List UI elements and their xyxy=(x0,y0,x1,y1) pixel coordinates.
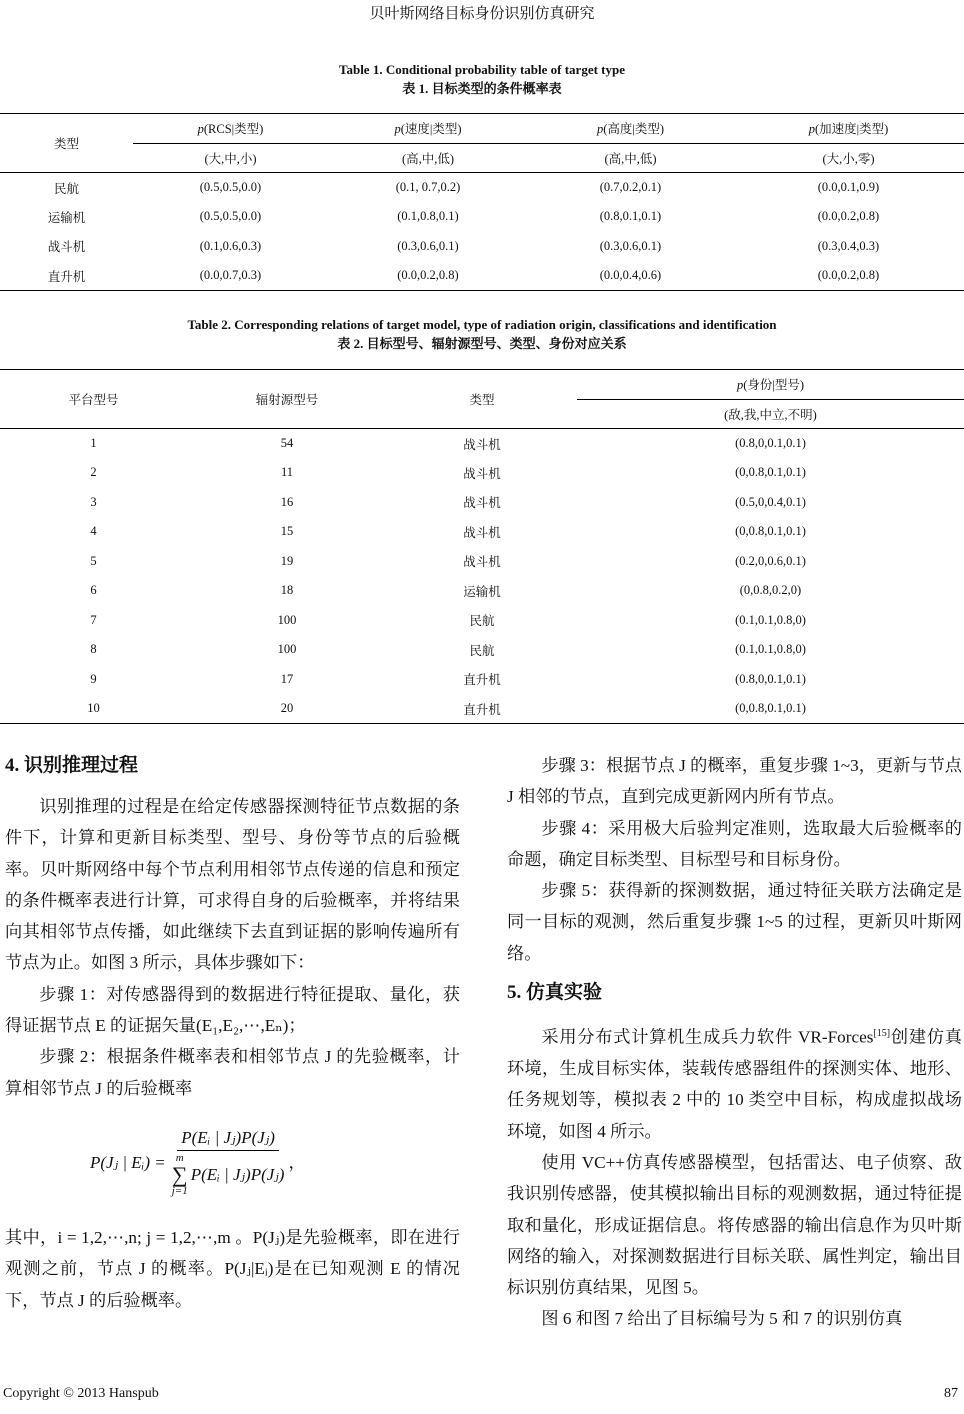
table-cell: 运输机 xyxy=(47,210,86,225)
table-cell: (0.0,0.4,0.6) xyxy=(599,268,662,282)
table-row xyxy=(0,488,964,518)
table-cell: 8 xyxy=(90,642,97,657)
table1-col-sub: (高,中,低) xyxy=(604,151,657,166)
table-cell: (0.5,0.5,0.0) xyxy=(199,180,262,194)
paragraph: 步骤 3：根据节点 J 的概率，重复步骤 1~3，更新与节点 J 相邻的节点，直到完成更新网内所有节点。 xyxy=(507,756,962,807)
formula-denominator: m ∑ j=1 P(Eᵢ | Jⱼ)P(Jⱼ) xyxy=(171,1151,285,1197)
table-cell: (0.7,0.2,0.1) xyxy=(599,180,662,194)
table-cell: (0.8,0.1,0.1) xyxy=(599,209,662,224)
table-cell: 民航 xyxy=(469,614,495,629)
sum-operator: m ∑ j=1 xyxy=(171,1151,188,1197)
table2-header: 平台型号 xyxy=(0,370,187,429)
table1-caption-zh: 表 1. 目标类型的条件概率表 xyxy=(402,81,562,96)
paragraph: 步骤 1：对传感器得到的数据进行特征提取、量化，获得证据节点 E 的证据矢量(E₁,E₂,⋯,Eₙ)； xyxy=(5,984,460,1036)
paragraph: 识别推理的过程是在给定传感器探测特征节点数据的条件下，计算和更新目标类型、型号、身份等节点的后验概率。贝叶斯网络中每个节点利用相邻节点传递的信息和预定的条件概率表进行计算，可求得自身的后验概率，并将结果向其相邻节点传播，如此继续下去直到证据的影响传遍所有节点为止。如图 3 所示，具体步骤如下： xyxy=(5,797,460,973)
table-cell: 民航 xyxy=(469,643,495,658)
paragraph: 其中，i = 1,2,⋯,n; j = 1,2,⋯,m 。P(Jⱼ)是先验概率，即在进行观测之前，节点 J 的概率。P(Jⱼ|Eᵢ)是在已知观测 E 的情况下，节点 J 的后验概率。 xyxy=(5,1227,460,1310)
paragraph: 图 6 和图 7 给出了目标编号为 5 和 7 的识别仿真 xyxy=(541,1309,903,1329)
table-cell: 20 xyxy=(280,701,294,715)
table1-col-header: p(高度|类型) xyxy=(528,114,733,144)
table-cell: (0.0,0.2,0.8) xyxy=(397,268,459,282)
table-cell: 11 xyxy=(280,465,294,480)
table-cell: 19 xyxy=(280,553,294,568)
table-cell: 直升机 xyxy=(47,269,86,284)
table-cell: 100 xyxy=(277,642,297,657)
table1-col-header: p(加速度|类型) xyxy=(733,114,964,144)
table-cell: 17 xyxy=(280,671,294,686)
table-cell: 运输机 xyxy=(463,584,501,599)
table-row xyxy=(0,517,964,547)
table-cell: 战斗机 xyxy=(463,525,501,540)
table-cell: (0.0,0.2,0.8) xyxy=(817,209,880,224)
table-cell: (0.0,0.2,0.8) xyxy=(817,268,880,282)
table-cell: 5 xyxy=(90,553,97,568)
table-cell: 战斗机 xyxy=(463,466,501,481)
table-cell: (0.0,0.7,0.3) xyxy=(199,268,262,282)
table-cell: 战斗机 xyxy=(463,555,501,570)
table-cell: (0.3,0.4,0.3) xyxy=(817,238,880,253)
table-cell: 54 xyxy=(280,436,294,450)
table-cell: 直升机 xyxy=(463,673,501,688)
paragraph: 步骤 2：根据条件概率表和相邻节点 J 的先验概率，计算相邻节点 J 的后验概率 xyxy=(5,1047,460,1098)
section-heading-4: 4. 识别推理过程 xyxy=(5,755,139,776)
table-cell: (0.5,0.5,0.0) xyxy=(199,209,262,224)
table-cell: (0.5,0,0.4,0.1) xyxy=(735,494,806,509)
table-row xyxy=(0,458,964,488)
table1-col-sub: (高,中,低) xyxy=(401,151,455,166)
table1-row-header: 类型 xyxy=(0,114,133,173)
table-cell: (0,0.8,0.1,0.1) xyxy=(735,524,806,539)
formula-numerator: P(Eᵢ | Jⱼ)P(Jⱼ) xyxy=(177,1129,279,1151)
table-row xyxy=(0,261,964,291)
table2 xyxy=(0,369,964,724)
table-row xyxy=(0,429,964,459)
table-cell: (0.1,0.1,0.8,0) xyxy=(735,642,806,657)
table2-prob-sub: (敌,我,中立,不明) xyxy=(724,407,817,422)
bayes-formula xyxy=(5,1104,460,1222)
table-cell: (0.8,0,0.1,0.1) xyxy=(735,436,806,450)
table2-caption-en: Table 2. Corresponding relations of target model, type of radiation origin, classifications and identification xyxy=(187,317,777,332)
formula-comma: ， xyxy=(288,1153,306,1173)
formula-fraction xyxy=(172,1129,285,1197)
table-cell: 1 xyxy=(90,436,97,450)
table-cell: (0.1,0.6,0.3) xyxy=(199,238,262,253)
table-cell: (0.3,0.6,0.1) xyxy=(397,238,459,253)
table-row xyxy=(0,202,964,232)
table-cell: (0.1,0.8,0.1) xyxy=(397,209,459,224)
table-cell: 3 xyxy=(90,494,97,509)
paragraph: 步骤 4：采用极大后验判定准则，选取最大后验概率的命题，确定目标类型、目标型号和目标身份。 xyxy=(507,818,962,869)
table-cell: (0.2,0,0.6,0.1) xyxy=(735,553,806,568)
table1-col-sub: (大,中,小) xyxy=(204,151,257,166)
copyright: Copyright © 2013 Hanspub xyxy=(3,1386,159,1401)
table2-header: 辐射源型号 xyxy=(187,370,387,429)
table-cell: 民航 xyxy=(53,181,79,196)
table1-col-header: p(速度|类型) xyxy=(328,114,528,144)
table1-col-header: p(RCS|类型) xyxy=(133,114,328,144)
table-cell: 4 xyxy=(90,524,97,539)
table2-header: 类型 xyxy=(387,370,577,429)
table-cell: (0.0,0.1,0.9) xyxy=(817,180,880,194)
table-row xyxy=(0,606,964,636)
table-row xyxy=(0,694,964,724)
table-cell: 战斗机 xyxy=(47,240,86,255)
paragraph: 采用分布式计算机生成兵力软件 VR-Forces[15]创建仿真环境，生成目标实体，装载传感器组件的探测实体、地形、任务规划等，模拟表 2 中的 10 类空中目标，构成虚拟战场环境，如图 4 所示。 xyxy=(507,1027,962,1141)
page-number: 87 xyxy=(944,1386,958,1401)
paragraph: 使用 VC++仿真传感器模型，包括雷达、电子侦察、敌我识别传感器，使其模拟输出目标的观测数据，通过特征提取和量化，形成证据信息。将传感器的输出信息作为贝叶斯网络的输入，对探测数据进行目标关联、属性判定，输出目标识别仿真结果，见图 5。 xyxy=(507,1153,962,1298)
table-cell: (0,0.8,0.2,0) xyxy=(739,583,802,598)
right-column xyxy=(507,750,962,1335)
table-cell: (0.1, 0.7,0.2) xyxy=(395,180,461,194)
table-row xyxy=(0,173,964,203)
table-cell: (0,0.8,0.1,0.1) xyxy=(735,465,806,480)
table-cell: 7 xyxy=(90,612,97,627)
table-row xyxy=(0,547,964,577)
table-cell: 2 xyxy=(90,465,97,480)
table-row xyxy=(0,576,964,606)
section-heading-5: 5. 仿真实验 xyxy=(507,982,603,1004)
table-cell: (0.3,0.6,0.1) xyxy=(599,238,662,253)
table-cell: 战斗机 xyxy=(463,437,501,452)
paragraph: 步骤 5：获得新的探测数据，通过特征关联方法确定是同一目标的观测，然后重复步骤 1~5 的过程，更新贝叶斯网络。 xyxy=(507,881,962,963)
table-cell: (0.1,0.1,0.8,0) xyxy=(735,612,806,627)
table-cell: 16 xyxy=(280,494,294,509)
table-cell: (0,0.8,0.1,0.1) xyxy=(735,701,806,715)
table-cell: 18 xyxy=(280,583,294,598)
table-cell: 100 xyxy=(277,612,297,627)
formula-lhs: P(Jⱼ | Eᵢ) = xyxy=(90,1153,166,1173)
running-head: 贝叶斯网络目标身份识别仿真研究 xyxy=(369,6,595,22)
table2-caption-zh: 表 2. 目标型号、辐射源型号、类型、身份对应关系 xyxy=(337,336,627,351)
table2-prob-header: p(身份|型号) xyxy=(577,370,964,400)
table-cell: (0.8,0,0.1,0.1) xyxy=(735,671,806,686)
left-column xyxy=(5,750,460,1316)
table1 xyxy=(0,113,964,291)
table-cell: 15 xyxy=(280,524,294,539)
table-cell: 6 xyxy=(90,583,97,598)
table-cell: 10 xyxy=(87,701,100,715)
table1-caption-en: Table 1. Conditional probability table of target type xyxy=(338,62,626,77)
table-cell: 9 xyxy=(90,671,97,686)
table-cell: 直升机 xyxy=(463,702,501,717)
table-row xyxy=(0,635,964,665)
table1-col-sub: (大,小,零) xyxy=(822,151,875,166)
citation-15[interactable]: [15] xyxy=(873,1028,891,1040)
table-row xyxy=(0,665,964,695)
table-row xyxy=(0,232,964,262)
table-cell: 战斗机 xyxy=(463,496,501,511)
